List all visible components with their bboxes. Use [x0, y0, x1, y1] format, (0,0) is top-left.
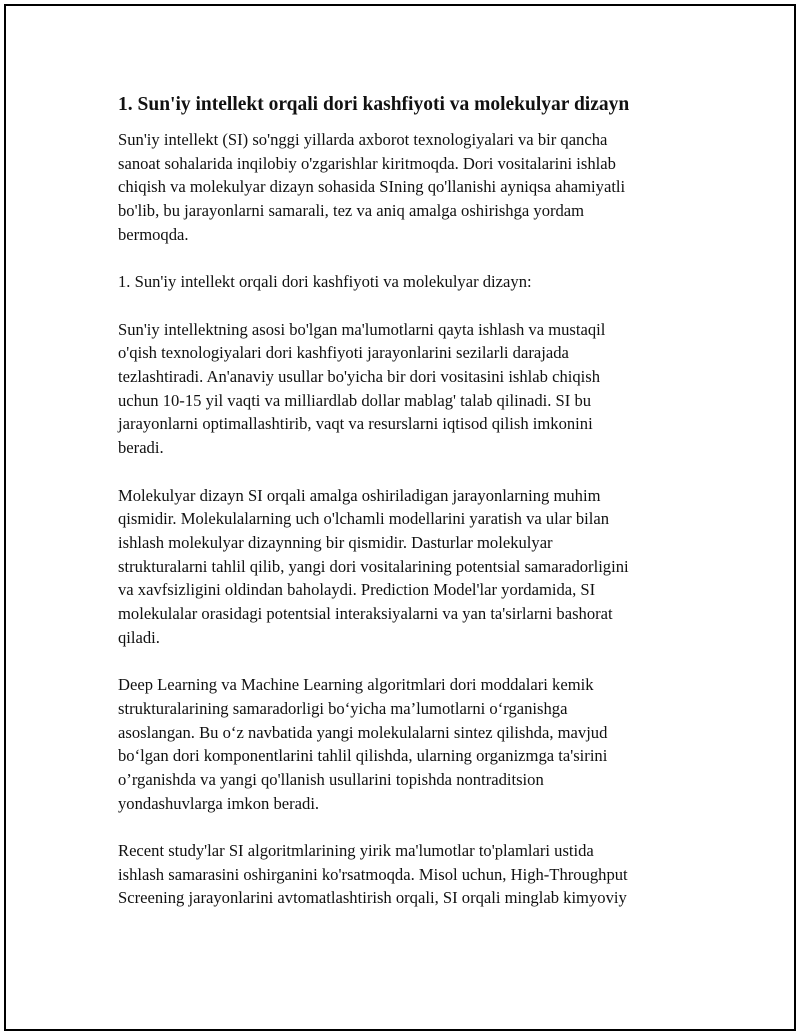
paragraph-line: strukturalarni tahlil qilib, yangi dori vositalarining potentsial samaradorligini	[118, 556, 629, 576]
paragraph-line: sanoat sohalarida inqilobiy o'zgarishlar kiritmoqda. Dori vositalarini ishlab	[118, 153, 616, 173]
paragraph	[118, 128, 708, 247]
paragraph-line: Deep Learning va Machine Learning algoritmlari dori moddalari kemik	[118, 675, 594, 695]
paragraph-line: Molekulyar dizayn SI orqali amalga oshiriladigan jarayonlarning muhim	[118, 485, 601, 505]
paragraph-list	[118, 128, 708, 910]
paragraph-line: o'qish texnologiyalari dori kashfiyoti jarayonlarini sezilarli darajada	[118, 343, 569, 363]
paragraph-line: strukturalarining samaradorligi bo‘yicha ma’lumotlarni o‘rganishga	[118, 698, 568, 718]
paragraph-line: qismidir. Molekulalarning uch o'lchamli modellarini yaratish va ular bilan	[118, 509, 610, 529]
paragraph-line: bo'lib, bu jarayonlarni samarali, tez va aniq amalga oshirishga yordam	[118, 201, 585, 221]
paragraph	[118, 673, 708, 815]
paragraph-line: ishlash samarasini oshirganini ko'rsatmoqda. Misol uchun, High-Throughput	[118, 864, 628, 884]
paragraph	[118, 270, 708, 294]
paragraph-line: ishlash molekulyar dizaynning bir qismidir. Dasturlar molekulyar	[118, 532, 553, 552]
paragraph	[118, 318, 708, 460]
paragraph-line: yondashuvlarga imkon beradi.	[118, 793, 320, 813]
paragraph-line: bermoqda.	[118, 224, 189, 244]
paragraph-line: Sun'iy intellektning asosi bo'lgan ma'lumotlarni qayta ishlash va mustaqil	[118, 319, 606, 339]
paragraph-line: Recent study'lar SI algoritmlarining yirik ma'lumotlar to'plamlari ustida	[118, 841, 594, 861]
document-title: 1. Sun'iy intellekt orqali dori kashfiyoti va molekulyar dizayn	[118, 94, 630, 115]
paragraph	[118, 839, 708, 910]
paragraph-line: o’rganishda va yangi qo'llanish usullarini topishda nontraditsion	[118, 769, 544, 789]
paragraph	[118, 484, 708, 650]
paragraph-line: molekulalar orasidagi potentsial interaksiyalarni va yan ta'sirlarni bashorat	[118, 604, 613, 624]
document-body	[118, 92, 708, 934]
paragraph-line: 1. Sun'iy intellekt orqali dori kashfiyoti va molekulyar dizayn:	[118, 272, 532, 292]
paragraph-line: tezlashtiradi. An'anaviy usullar bo'yicha bir dori vositasini ishlab chiqish	[118, 367, 601, 386]
paragraph-line: asoslangan. Bu o‘z navbatida yangi molekulalarni sintez qilishda, mavjud	[118, 722, 608, 742]
paragraph-line: bo‘lgan dori komponentlarini tahlil qilishda, ularning organizmga ta'sirini	[118, 746, 608, 766]
paragraph-line: qiladi.	[118, 627, 160, 647]
paragraph-line: beradi.	[118, 438, 164, 458]
paragraph-line: Screening jarayonlarini avtomatlashtirish orqali, SI orqali minglab kimyoviy	[118, 888, 627, 908]
paragraph-line: jarayonlarni optimallashtirib, vaqt va resurslarni iqtisod qilish imkonini	[118, 414, 593, 434]
paragraph-line: chiqish va molekulyar dizayn sohasida SIning qo'llanishi ayniqsa ahamiyatli	[118, 177, 626, 197]
paragraph-line: va xavfsizligini oldindan baholaydi. Prediction Model'lar yordamida, SI	[118, 580, 596, 600]
paragraph-line: uchun 10-15 yil vaqti va milliardlab dollar mablag' talab qilinadi. SI bu	[118, 390, 592, 410]
paragraph-line: Sun'iy intellekt (SI) so'nggi yillarda axborot texnologiyalari va bir qancha	[118, 130, 608, 149]
